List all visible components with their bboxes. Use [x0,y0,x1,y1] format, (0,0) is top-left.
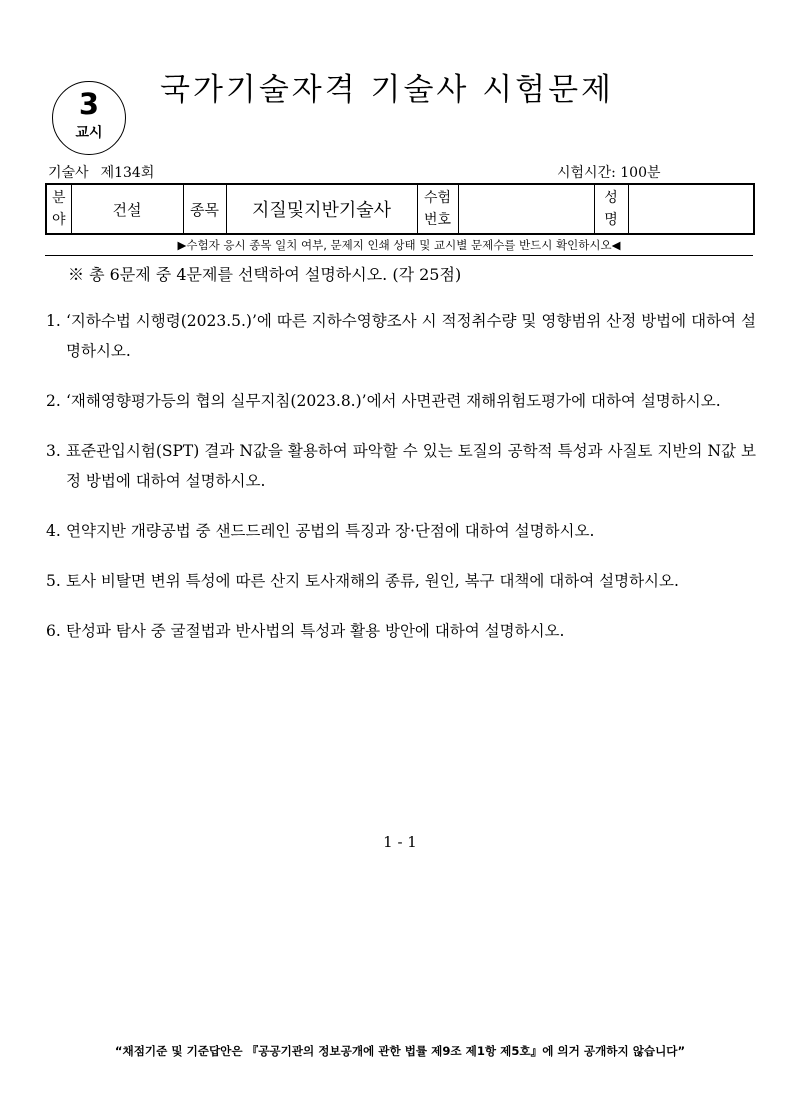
instruction: ※ 총 6문제 중 4문제를 선택하여 설명하시오. (각 25점) [68,265,462,284]
exam-number-field[interactable] [458,184,594,234]
exam-time: 시험시간: 100분 [557,165,661,181]
question-item [46,616,756,646]
question-text: ‘재해영향평가등의 협의 실무지침(2023.8.)’에서 사면관련 재해위험도평가에 대하여 설명하시오. [66,392,721,410]
question-number: 2. [46,392,61,410]
question-text: 탄성파 탐사 중 굴절법과 반사법의 특성과 활용 방안에 대하여 설명하시오. [66,622,565,640]
question-text: 표준관입시험(SPT) 결과 N값을 활용하여 파악할 수 있는 토질의 공학적 특성과 사질토 지반의 N값 보정 방법에 대하여 설명하시오. [66,442,756,490]
question-item [46,306,756,366]
name-field[interactable] [628,184,754,234]
question-text: 토사 비탈면 변위 특성에 따른 산지 토사재해의 종류, 원인, 복구 대책에 대하여 설명하시오. [66,572,679,590]
question-item [46,386,756,416]
category-value: 지질및지반기술사 [226,184,417,234]
field-value: 건설 [71,184,183,234]
exam-round: 제134회 [100,165,155,181]
period-number: 3 [78,87,100,121]
question-number: 5. [46,572,61,590]
question-number: 1. [46,312,61,330]
question-item [46,436,756,496]
exam-grade-round [48,164,154,182]
field-label: 분야 [46,184,71,234]
question-number: 3. [46,442,61,460]
period-label: 교시 [75,125,103,141]
disclosure-notice: “채점기준 및 기준답안은 『공공기관의 정보공개에 관한 법률 제9조 제1항 제5호』에 의거 공개하지 않습니다” [114,1044,686,1058]
name-label: 성명 [594,184,628,234]
page-number: 1 - 1 [383,833,417,851]
question-text: ‘지하수법 시행령(2023.5.)’에 따른 지하수영향조사 시 적정취수량 및 영향범위 산정 방법에 대하여 설명하시오. [66,312,756,360]
question-number: 6. [46,622,61,640]
page-title: 국가기술자격 기술사 시험문제 [160,72,615,108]
exam-info-table [45,183,755,235]
question-item [46,566,756,596]
question-list [46,306,756,646]
exam-grade: 기술사 [48,165,89,181]
check-notice: ▶수험자 응시 종목 일치 여부, 문제지 인쇄 상태 및 교시별 문제수를 반드시 확인하시오◀ [45,236,753,256]
question-item [46,516,756,546]
category-label: 종목 [183,184,226,234]
exam-number-label: 수험번호 [417,184,458,234]
question-number: 4. [46,522,61,540]
period-badge [52,81,126,155]
question-text: 연약지반 개량공법 중 샌드드레인 공법의 특징과 장·단점에 대하여 설명하시오. [66,522,595,540]
